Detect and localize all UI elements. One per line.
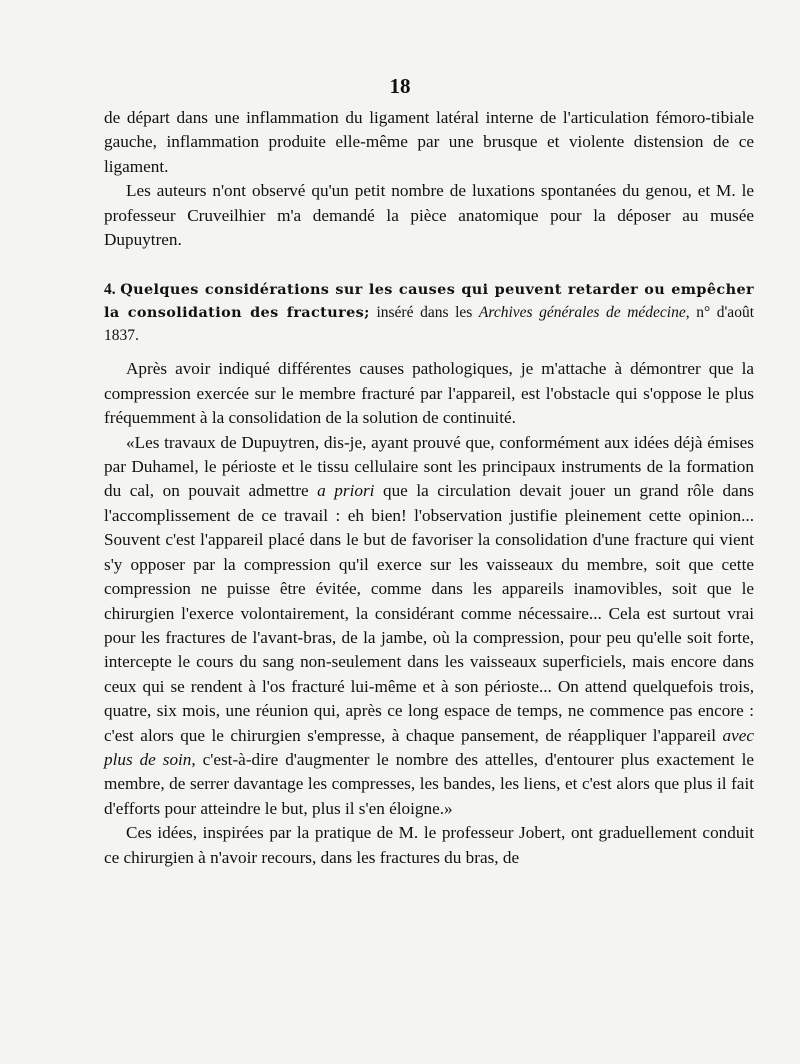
- quote-part-3: c'est-à-dire d'augmenter le nombre des attelles, d'entourer plus exactement le membre, de serrer davantage les compresses, les bandes, les liens, et c'est alors que plus il fait d'efforts pour atteindre le but, plus il s'en éloigne.»: [104, 749, 754, 818]
- quote-avec-soin: avec plus de soin,: [104, 725, 754, 769]
- quote-a-priori: a priori: [317, 481, 375, 501]
- publication-entry: [104, 278, 754, 347]
- entry-after-title: inséré dans les: [369, 304, 479, 322]
- paragraph-continuation: de départ dans une inflammation du ligament latéral interne de l'articulation fémoro-tibiale gauche, inflammation produite elle-même par une brusque et violente distension de ce ligament.: [104, 108, 754, 176]
- entry-journal: Archives générales de médecine: [478, 304, 686, 322]
- entry-issue: , n° d'août 1837.: [104, 304, 754, 345]
- entry-title: Quelques considérations sur les causes qui peuvent retarder ou empêcher la consolidation des fractures;: [104, 281, 754, 322]
- quote-part-1: «Les travaux de Dupuytren, dis-je, ayant prouvé que, conformément aux idées déjà émises par Duhamel, le périoste et le tissu cellulaire sont les principaux instruments de la formation du cal, on pouvait admettre: [104, 432, 754, 501]
- paragraph-luxations: Les auteurs n'ont observé qu'un petit nombre de luxations spontanées du genou, et M. le professeur Cruveilhier m'a demandé la pièce anatomique pour la déposer au musée Dupuytren.: [104, 181, 754, 250]
- entry-number: 4.: [104, 281, 116, 299]
- quote-part-2: que la circulation devait jouer un grand rôle dans l'accomplissement de ce travail : eh bien! l'observation justifie pleinement cette opinion... Souvent c'est l'appareil placé dans le but de favoriser la consolidation d'une fracture qui vient s'y opposer par la compression qu'il exerce sur les vaisseaux du membre, soit que cette compression ne puisse être évitée, comme dans les appareils inamovibles, soit que le chirurgien l'exerce volontairement, la considérant comme nécessaire... Cela est surtout vrai pour les fractures de l'avant-bras, de la jambe, où la compression, pour peu qu'elle soit forte, intercepte le cours du sang non-seulement dans les vaisseaux superficiels, mais encore dans ceux qui se rendent à l'os fracturé lui-même et à son périoste... On attend quelquefois trois, quatre, six mois, une réunion qui, après ce long espace de temps, ne commence pas encore : c'est alors que le chirurgien s'empresse, à chaque pansement, de réappliquer l'appareil: [104, 481, 754, 745]
- paragraph-quotation: [104, 431, 754, 822]
- page-content: [104, 106, 754, 870]
- paragraph-jobert: Ces idées, inspirées par la pratique de M. le professeur Jobert, ont graduellement conduit ce chirurgien à n'avoir recours, dans les fractures du bras, de: [104, 823, 754, 867]
- page-number: 18: [389, 74, 411, 98]
- paragraph-summary: Après avoir indiqué différentes causes pathologiques, je m'attache à démontrer que la compression exercée sur le membre fracturé par l'appareil, est l'obstacle qui s'oppose le plus fréquemment à la consolidation de la solution de continuité.: [104, 359, 754, 428]
